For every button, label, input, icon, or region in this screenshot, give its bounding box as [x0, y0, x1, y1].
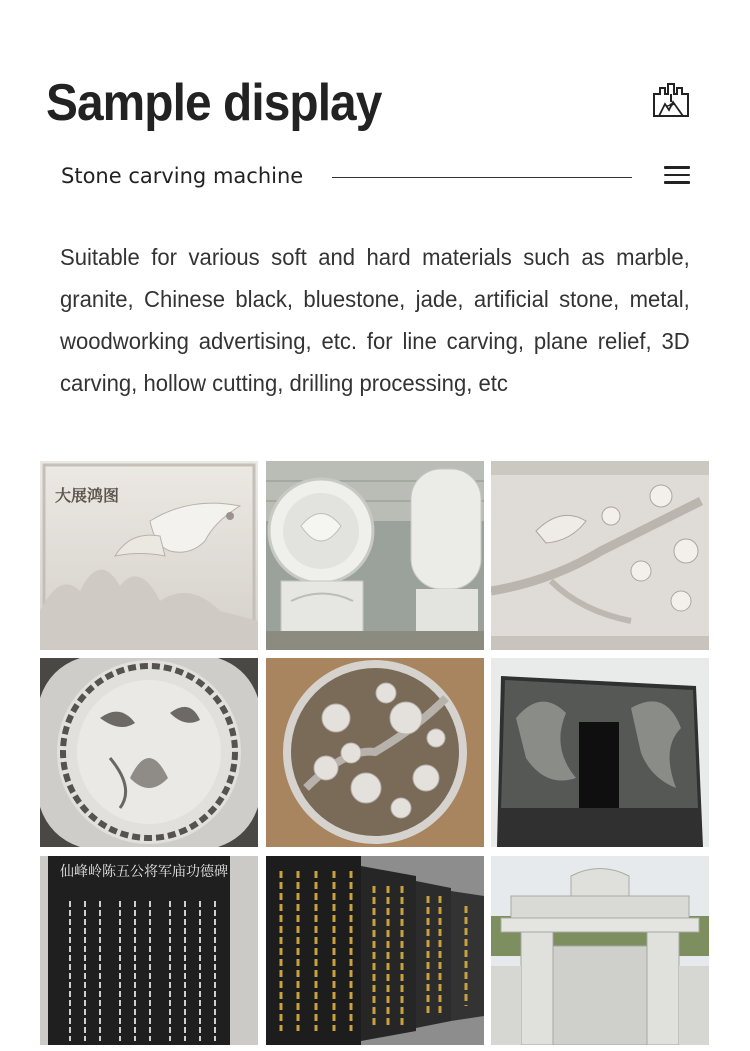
description-text: Suitable for various soft and hard materials such as marble, granite, Chinese black, bluestone, jade, artificial stone, metal, woodworking advertising, etc. for line carving, plane relief, 3D carving, hollow cutting, drilling processing, etc [60, 244, 690, 396]
lotus-fish-medallion-photo [40, 658, 258, 847]
stele-inscription: 仙峰岭陈五公将军庙功德碑 [60, 864, 228, 880]
eagle-relief-inscription: 大展鸿图 [55, 486, 120, 505]
stone-archway-photo [491, 856, 709, 1045]
hamburger-menu-icon[interactable] [664, 166, 690, 186]
page-title: Sample display [46, 74, 382, 132]
drum-stone-photo [266, 461, 484, 650]
cnc-machine-icon [651, 80, 691, 120]
sample-gallery [40, 461, 709, 1051]
plum-bird-relief-photo [491, 461, 709, 650]
divider-line [332, 177, 632, 178]
donation-stele-photo [40, 856, 258, 1045]
eagle-relief-photo [40, 461, 258, 650]
calligraphy-tablets-photo [266, 856, 484, 1045]
dragon-phoenix-black-stone-photo [491, 658, 709, 847]
hollow-flower-carving-photo [266, 658, 484, 847]
section-subtitle: Stone carving machine [61, 164, 304, 188]
